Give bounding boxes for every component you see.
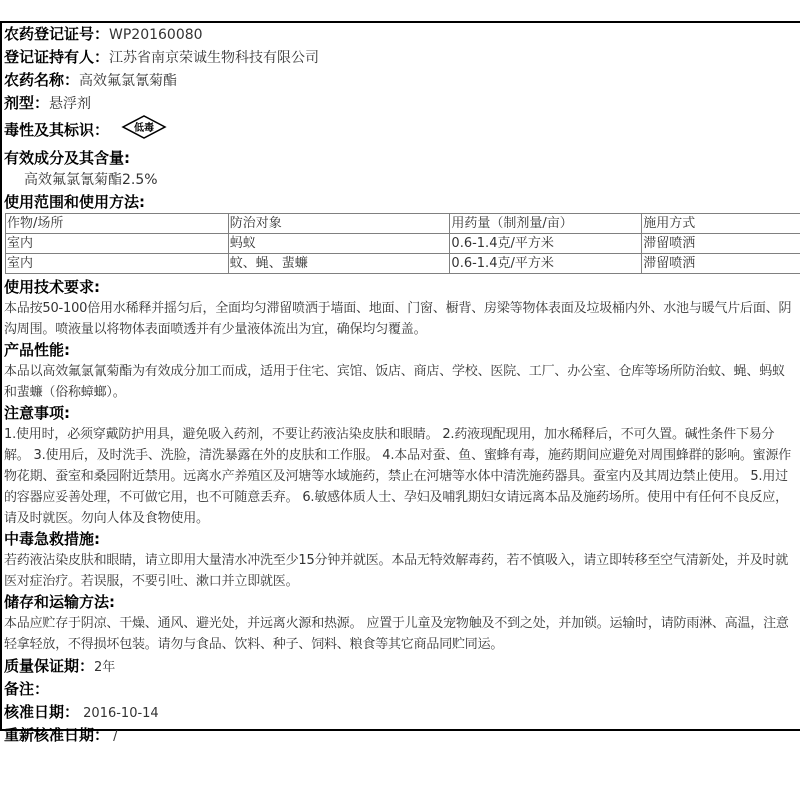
table-row — [6, 254, 800, 274]
toxicity-row — [4, 115, 800, 148]
header-target: 防治对象 — [228, 214, 450, 234]
tech-requirements-label: 使用技术要求: — [4, 278, 100, 296]
name-value: 高效氟氯氰菊酯 — [79, 73, 178, 89]
table-header-row — [6, 214, 800, 234]
reg-no-value: WP20160080 — [109, 27, 203, 43]
holder-value: 江苏省南京荣诚生物科技有限公司 — [109, 50, 320, 66]
cell-method: 滞留喷洒 — [642, 254, 800, 274]
reapproval-date-label: 重新核准日期： — [4, 726, 110, 744]
precautions-text: 1.使用时，必须穿戴防护用具，避免吸入药剂，不要让药液沾染皮肤和眼睛。 2.药液现配现用，加水稀释后，不可久置。碱性条件下易分解。 3.使用后，及时洗手、洗脸，清洗暴露在外的皮肤和工作服。 4.本品对蚕、鱼、蜜蜂有毒，施药期间应避免对周围蜂群的影响。蜜源作物花期、蚕室和桑园附近禁用。远离水产养殖区及河塘等水域施药，禁止在河塘等水体中清洗施药器具。蚕室内及其周边禁止使用。 5.用过的容器应妥善处理，不可做它用，也不可随意丢弃。 6.敏感体质人士、孕妇及哺乳期妇女请远离本品及施药场所。使用中有任何不良反应，请及时就医。勿向人体及食物使用。 — [4, 427, 792, 526]
approval-date-label: 核准日期： — [4, 703, 80, 721]
svg-text:低毒: 低毒 — [134, 123, 155, 134]
approval-date-row — [4, 701, 800, 724]
cell-method: 滞留喷洒 — [642, 234, 800, 254]
storage-label: 储存和运输方法: — [4, 593, 115, 611]
first-aid-text: 若药液沾染皮肤和眼睛，请立即用大量清水冲洗至少15分钟并就医。本品无特效解毒药，若不慎吸入，请立即转移至空气清新处，并及时就医对症治疗。若误服，不要引吐、漱口并立即就医。 — [4, 553, 789, 589]
performance-label: 产品性能: — [4, 341, 70, 359]
reg-no-label: 农药登记证号： — [4, 25, 110, 43]
form-value: 悬浮剂 — [49, 96, 92, 112]
reapproval-date-value: / — [109, 729, 118, 744]
active-ingredient-label: 有效成分及其含量: — [4, 149, 130, 167]
pesticide-label-document — [0, 21, 800, 744]
precautions-label: 注意事项: — [4, 404, 70, 422]
form-row — [4, 92, 800, 115]
tech-requirements-text: 本品按50-100倍用水稀释并摇匀后，全面均匀滞留喷洒于墙面、地面、门窗、橱背、房梁等物体表面及垃圾桶内外、水池与暖气片后面、阴沟周围。喷液量以将物体表面喷透并有少量液体流出为宜，确保均匀覆盖。 — [4, 301, 792, 337]
shelf-life-label: 质量保证期： — [4, 657, 95, 675]
remarks-row — [4, 678, 800, 701]
performance-text: 本品以高效氟氯氰菊酯为有效成分加工而成，适用于住宅、宾馆、饭店、商店、学校、医院、工厂、办公室、仓库等场所防治蚊、蝇、蚂蚁和蜚蠊（俗称蟑螂）。 — [4, 364, 785, 400]
header-dosage: 用药量（制剂量/亩） — [450, 214, 642, 234]
table-row — [6, 234, 800, 254]
storage-text: 本品应贮存于阴凉、干燥、通风、避光处，并远离火源和热源。 应置于儿童及宠物触及不到之处，并加锁。运输时，请防雨淋、高温，注意轻拿轻放，不得损坏包装。请勿与食品、饮料、种子、饲料、粮食等其它商品同贮同运。 — [4, 616, 789, 652]
holder-label: 登记证持有人： — [4, 48, 110, 66]
cell-dosage: 0.6-1.4克/平方米 — [450, 254, 642, 274]
header-crop: 作物/场所 — [6, 214, 229, 234]
usage-label: 使用范围和使用方法: — [4, 193, 145, 211]
reapproval-date-row — [4, 724, 800, 747]
holder-row — [4, 46, 800, 69]
cell-target: 蚂蚁 — [228, 234, 450, 254]
low-toxicity-diamond-icon — [121, 115, 167, 147]
usage-table — [5, 213, 800, 274]
active-ingredient-value: 高效氟氯氰菊酯2.5% — [24, 172, 158, 188]
cell-crop: 室内 — [6, 234, 229, 254]
cell-dosage: 0.6-1.4克/平方米 — [450, 234, 642, 254]
reg-no-row — [4, 23, 800, 46]
first-aid-label: 中毒急救措施: — [4, 530, 100, 548]
cell-crop: 室内 — [6, 254, 229, 274]
approval-date-value: 2016-10-14 — [79, 706, 159, 721]
remarks-label: 备注： — [4, 680, 50, 698]
cell-target: 蚊、蝇、蜚蠊 — [228, 254, 450, 274]
name-row — [4, 69, 800, 92]
header-method: 施用方式 — [642, 214, 800, 234]
shelf-life-row — [4, 655, 800, 678]
name-label: 农药名称： — [4, 71, 80, 89]
toxicity-label: 毒性及其标识： — [4, 121, 110, 139]
shelf-life-value: 2年 — [94, 660, 116, 675]
form-label: 剂型： — [4, 94, 50, 112]
